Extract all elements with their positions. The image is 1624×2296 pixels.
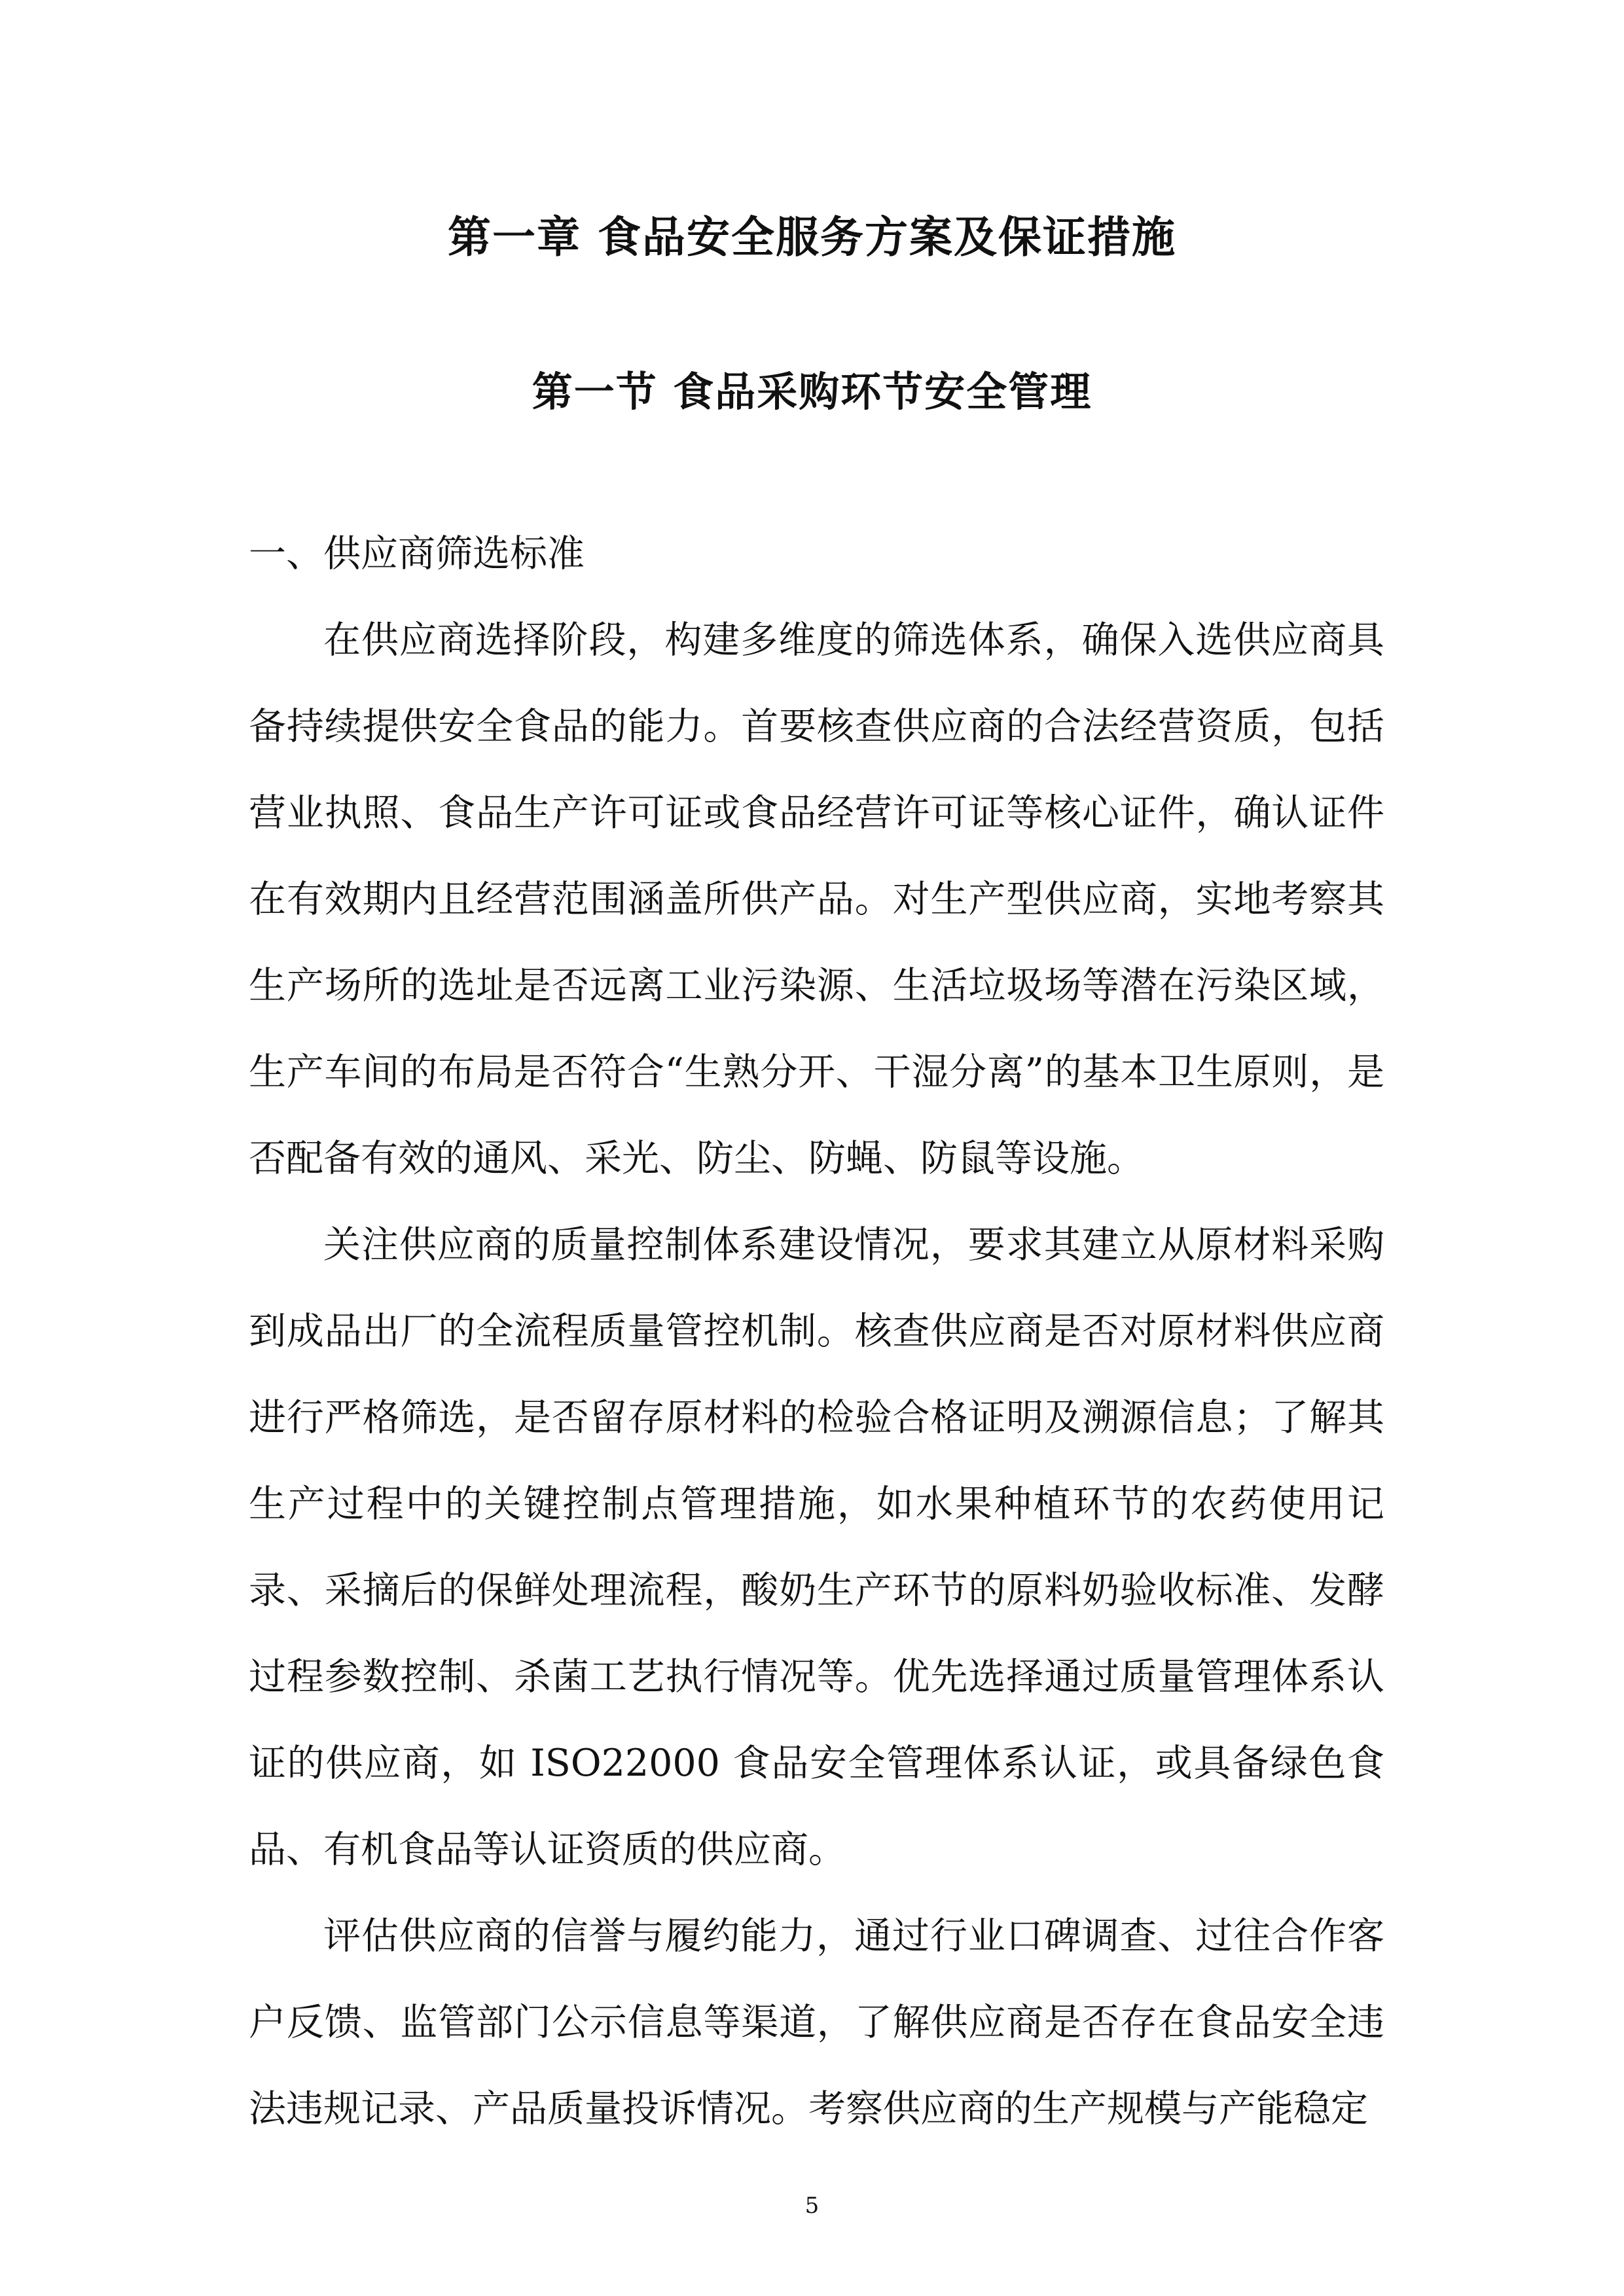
paragraph-3: 评估供应商的信誉与履约能力，通过行业口碑调查、过往合作客户反馈、监管部门公示信息等渠道，了解供应商是否存在食品安全违法违规记录、产品质量投诉情况。考察供应商的生产规模与产能稳定: [249, 1914, 1384, 2130]
section-title: 第一节 食品采购环节安全管理: [532, 368, 1092, 416]
body-text: [249, 511, 1384, 2152]
page-number: 5: [804, 2193, 820, 2219]
paragraph-2: 关注供应商的质量控制体系建设情况，要求其建立从原材料采购到成品出厂的全流程质量管控机制。核查供应商是否对原材料供应商进行严格筛选，是否留存原材料的检验合格证明及溯源信息；了解其生产过程中的关键控制点管理措施，如水果种植环节的农药使用记录、采摘后的保鲜处理流程，酸奶生产环节的原料奶验收标准、发酵过程参数控制、杀菌工艺执行情况等。优先选择通过质量管理体系认证的供应商，如 ISO22000 食品安全管理体系认证，或具备绿色食品、有机食品等认证资质的供应商。: [249, 1223, 1384, 1871]
subheading: 一、供应商筛选标准: [249, 532, 585, 575]
paragraph-1: 在供应商选择阶段，构建多维度的筛选体系，确保入选供应商具备持续提供安全食品的能力。首要核查供应商的合法经营资质，包括营业执照、食品生产许可证或食品经营许可证等核心证件，确认证件在有效期内且经营范围涵盖所供产品。对生产型供应商，实地考察其生产场所的选址是否远离工业污染源、生活垃圾场等潜在污染区域，生产车间的布局是否符合“生熟分开、干湿分离”的基本卫生原则，是否配备有效的通风、采光、防尘、防蝇、防鼠等设施。: [249, 619, 1384, 1180]
chapter-title: 第一章 食品安全服务方案及保证措施: [448, 212, 1176, 262]
